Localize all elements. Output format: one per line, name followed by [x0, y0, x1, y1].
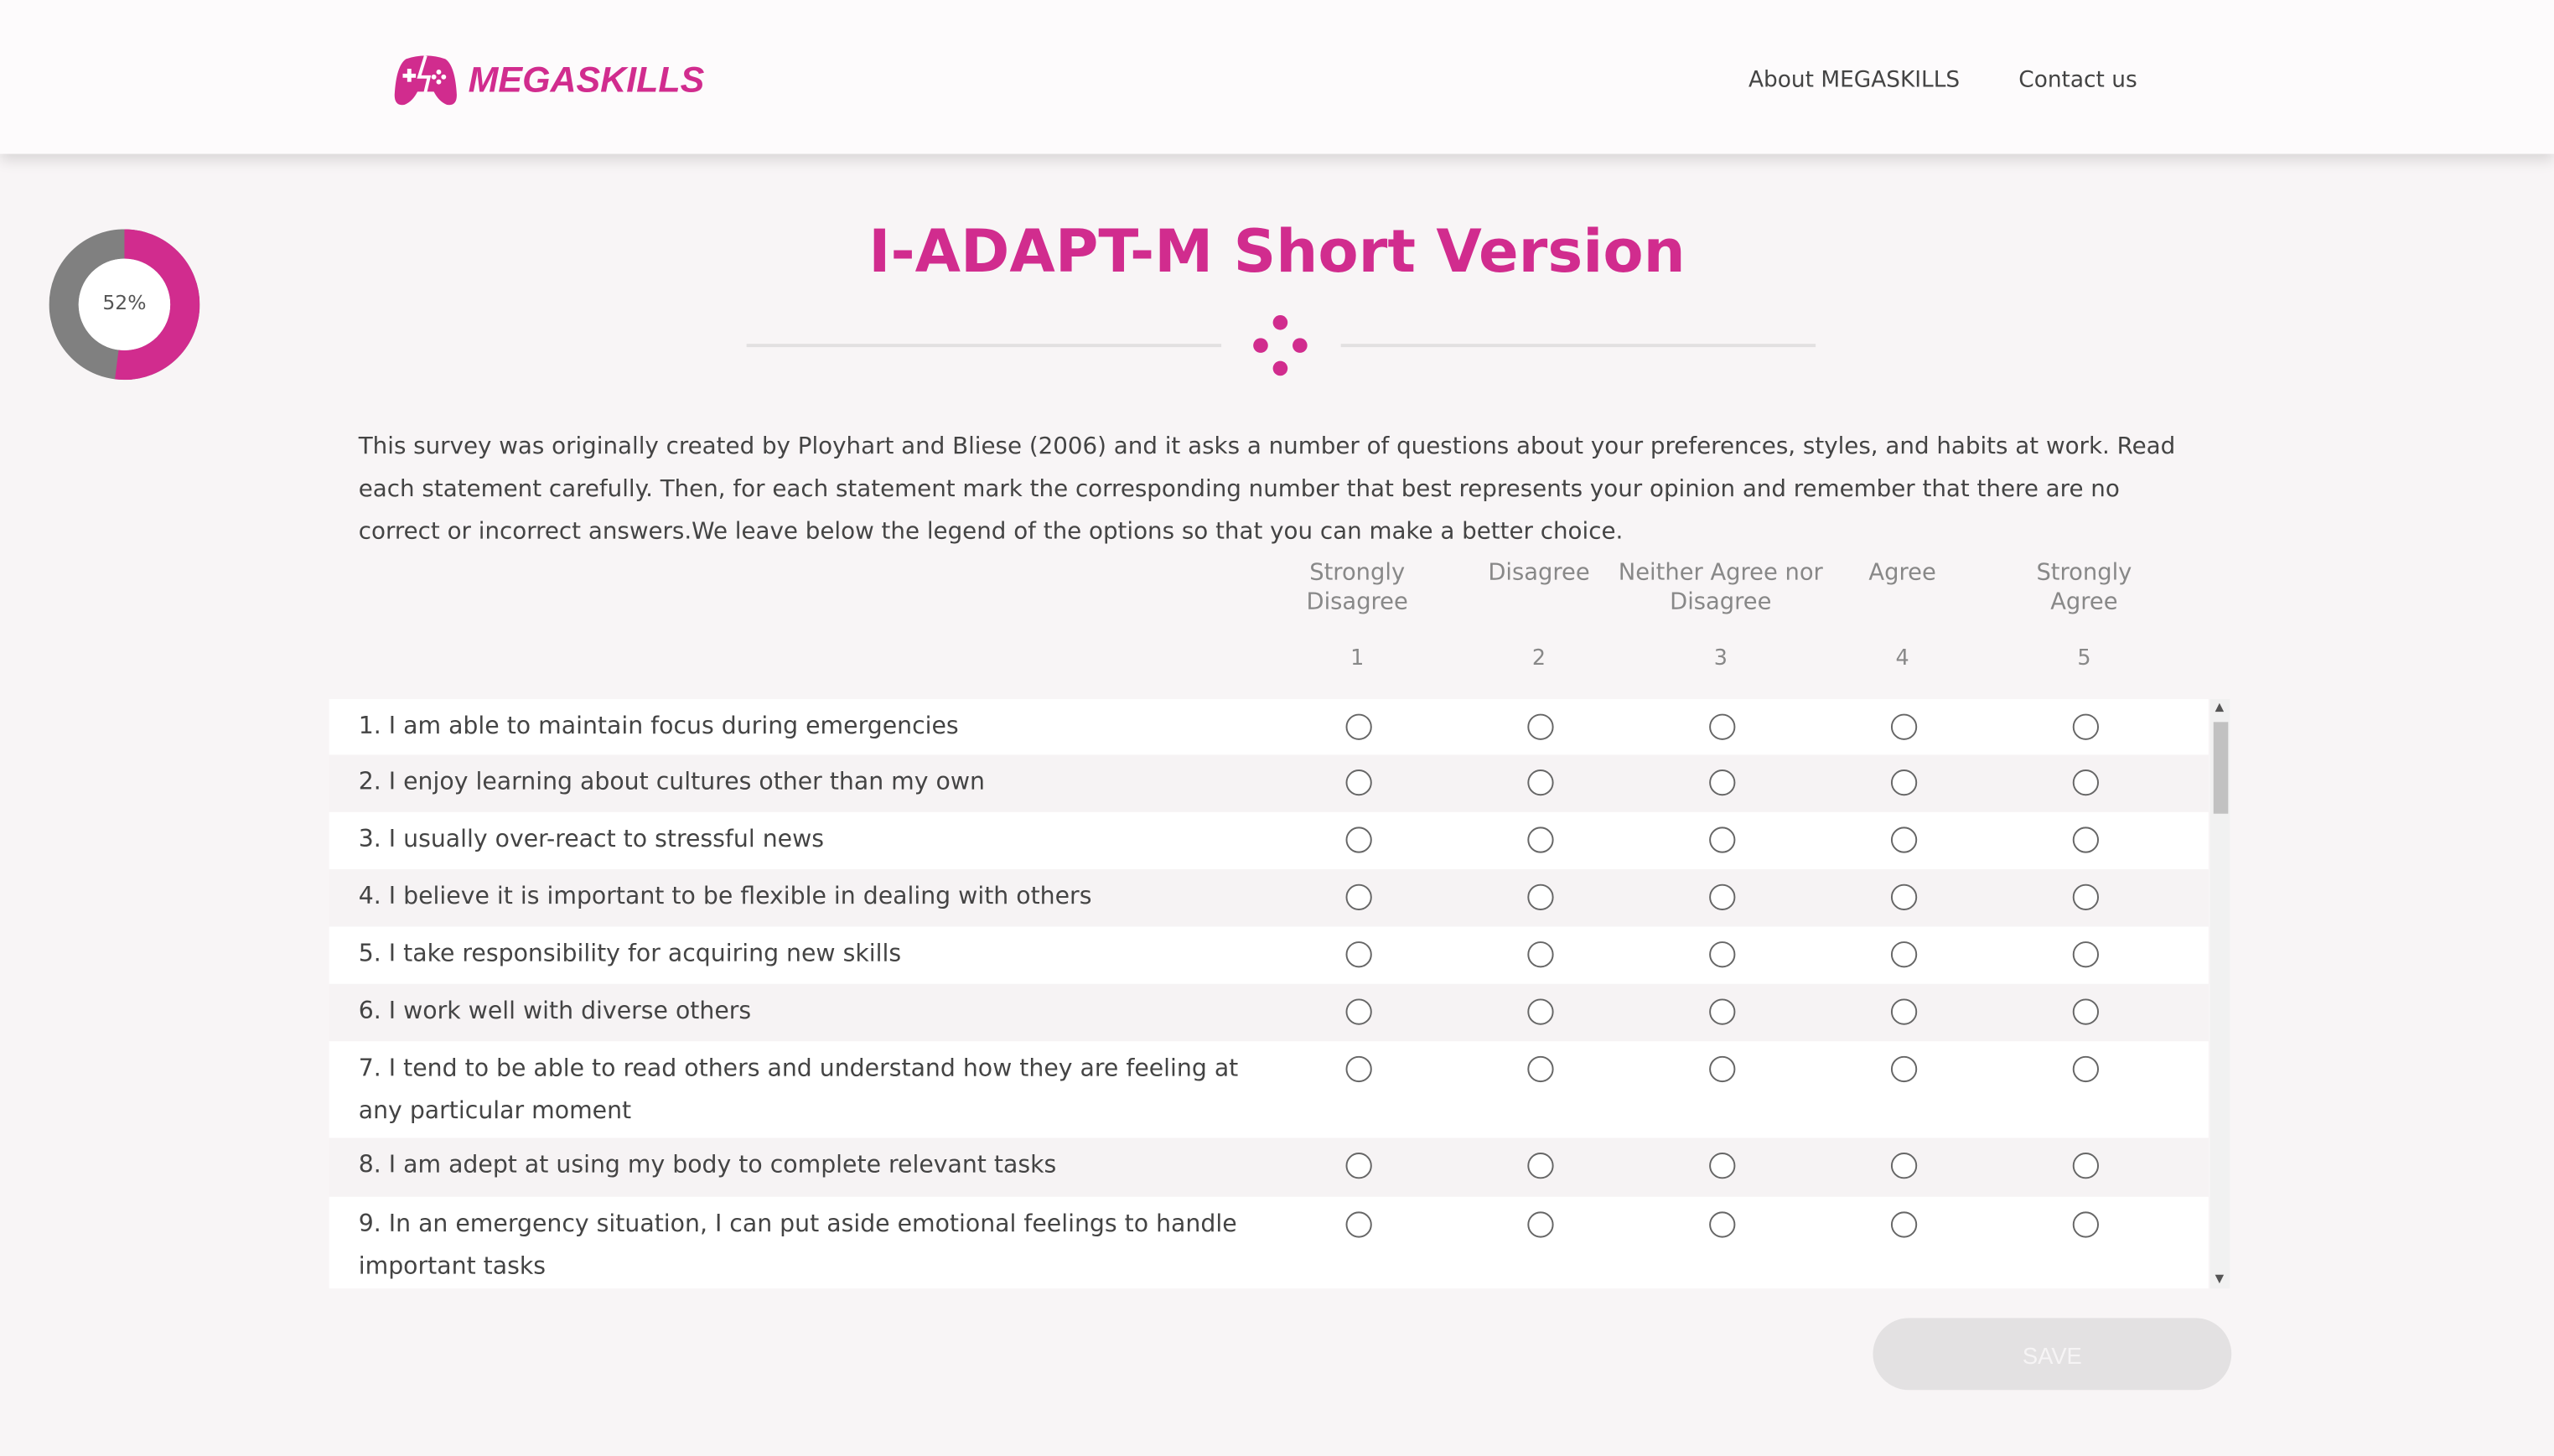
radio-option-2[interactable]: [1527, 1153, 1553, 1179]
question-row: [329, 927, 2209, 984]
radio-option-4[interactable]: [1891, 714, 1917, 740]
scroll-up-icon[interactable]: ▲: [2215, 700, 2225, 714]
radio-option-4[interactable]: [1891, 884, 1917, 910]
radio-option-1[interactable]: [1346, 1153, 1372, 1179]
scale-label-1: Strongly Disagree: [1306, 559, 1408, 616]
question-text: 5. I take responsibility for acquiring new skills: [358, 941, 902, 968]
radio-option-2[interactable]: [1527, 884, 1553, 910]
radio-option-4[interactable]: [1891, 998, 1917, 1024]
nav-contact[interactable]: Contact us: [2018, 67, 2137, 94]
radio-option-5[interactable]: [2073, 826, 2099, 852]
radio-option-4[interactable]: [1891, 826, 1917, 852]
divider-left: [747, 344, 1221, 347]
scroll-down-icon[interactable]: ▼: [2215, 1272, 2225, 1286]
divider-right: [1341, 344, 1816, 347]
radio-option-3[interactable]: [1709, 1153, 1735, 1179]
radio-option-2[interactable]: [1527, 769, 1553, 795]
radio-option-3[interactable]: [1709, 941, 1735, 967]
question-text: 9. In an emergency situation, I can put aside emotional feelings to handle important tasks: [358, 1211, 1237, 1281]
radio-option-4[interactable]: [1891, 1056, 1917, 1082]
radio-option-1[interactable]: [1346, 826, 1372, 852]
nav-about[interactable]: About MEGASKILLS: [1748, 67, 1961, 94]
question-text: 2. I enjoy learning about cultures other than my own: [358, 769, 986, 796]
radio-option-1[interactable]: [1346, 998, 1372, 1024]
radio-option-1[interactable]: [1346, 769, 1372, 795]
logo[interactable]: [393, 53, 705, 108]
question-text: 1. I am able to maintain focus during emergencies: [358, 713, 959, 740]
radio-option-3[interactable]: [1709, 826, 1735, 852]
radio-option-1[interactable]: [1346, 1056, 1372, 1082]
scale-number-3: 3: [1713, 646, 1728, 671]
scale-number-5: 5: [2077, 646, 2091, 671]
radio-option-5[interactable]: [2073, 884, 2099, 910]
radio-option-5[interactable]: [2073, 998, 2099, 1024]
radio-option-2[interactable]: [1527, 998, 1553, 1024]
radio-option-3[interactable]: [1709, 884, 1735, 910]
radio-option-2[interactable]: [1527, 1211, 1553, 1237]
survey-intro: This survey was originally created by Ployhart and Bliese (2006) and it asks a number of questions about your preferences, styles, and habits at work. Read each statement carefully. Then, for each statement mark the corresponding number that best represents your opinion and remember that there are no correct or incorrect answers.We leave below the legend of the options so that you can make a better choice.: [358, 433, 2176, 546]
save-button[interactable]: SAVE: [1873, 1318, 2231, 1390]
radio-option-4[interactable]: [1891, 941, 1917, 967]
radio-option-2[interactable]: [1527, 1056, 1553, 1082]
question-row: [329, 1041, 2209, 1137]
radio-option-4[interactable]: [1891, 769, 1917, 795]
question-row: [329, 984, 2209, 1041]
radio-option-2[interactable]: [1527, 826, 1553, 852]
radio-option-3[interactable]: [1709, 1211, 1735, 1237]
scrollbar[interactable]: [2210, 699, 2230, 1288]
radio-option-5[interactable]: [2073, 1056, 2099, 1082]
radio-option-5[interactable]: [2073, 714, 2099, 740]
scale-label-5: Strongly Agree: [2036, 559, 2132, 616]
scroll-thumb[interactable]: [2214, 722, 2229, 813]
page-title: I-ADAPT-M Short Version: [868, 219, 1686, 287]
radio-option-1[interactable]: [1346, 714, 1372, 740]
scale-label-2: Disagree: [1488, 559, 1590, 587]
radio-option-1[interactable]: [1346, 941, 1372, 967]
progress-label: 52%: [102, 291, 147, 315]
radio-option-1[interactable]: [1346, 884, 1372, 910]
header: [0, 0, 2554, 154]
question-row: [329, 1137, 2209, 1196]
radio-option-5[interactable]: [2073, 1153, 2099, 1179]
question-row: [329, 754, 2209, 811]
radio-option-5[interactable]: [2073, 1211, 2099, 1237]
question-text: 8. I am adept at using my body to complete relevant tasks: [358, 1153, 1057, 1179]
radio-option-3[interactable]: [1709, 769, 1735, 795]
radio-option-1[interactable]: [1346, 1211, 1372, 1237]
scale-number-1: 1: [1350, 646, 1365, 671]
radio-option-4[interactable]: [1891, 1211, 1917, 1237]
question-text: 7. I tend to be able to read others and understand how they are feeling at any particular moment: [358, 1055, 1239, 1125]
radio-option-3[interactable]: [1709, 714, 1735, 740]
scale-number-2: 2: [1531, 646, 1546, 671]
question-text: 4. I believe it is important to be flexible in dealing with others: [358, 883, 1092, 910]
radio-option-4[interactable]: [1891, 1153, 1917, 1179]
question-row: [329, 812, 2209, 869]
dots-icon: [1251, 314, 1313, 380]
question-row: [329, 1197, 2209, 1288]
radio-option-5[interactable]: [2073, 941, 2099, 967]
question-row: [329, 869, 2209, 926]
radio-option-2[interactable]: [1527, 941, 1553, 967]
question-row: [329, 699, 2209, 754]
gamepad-logo-icon: [393, 53, 458, 108]
scale-label-3: Neither Agree nor Disagree: [1618, 559, 1823, 616]
brand-name: MEGASKILLS: [468, 59, 705, 101]
question-text: 3. I usually over-react to stressful news: [358, 826, 825, 853]
questions-table: [329, 699, 2209, 1288]
radio-option-3[interactable]: [1709, 1056, 1735, 1082]
radio-option-3[interactable]: [1709, 998, 1735, 1024]
radio-option-2[interactable]: [1527, 714, 1553, 740]
radio-option-5[interactable]: [2073, 769, 2099, 795]
question-text: 6. I work well with diverse others: [358, 998, 752, 1025]
scale-label-4: Agree: [1868, 559, 1936, 587]
scale-number-4: 4: [1895, 646, 1909, 671]
